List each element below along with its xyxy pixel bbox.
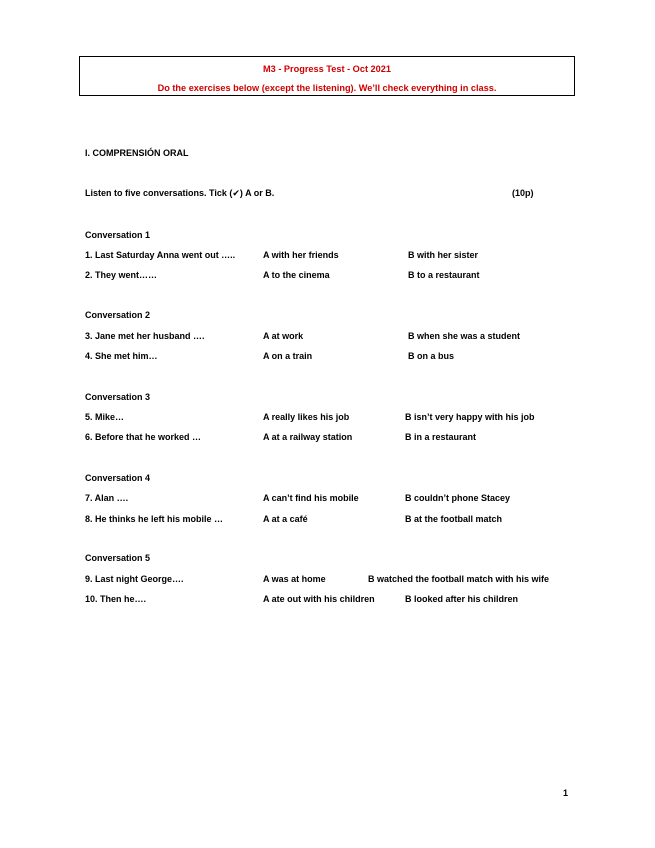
- option-b: B when she was a student: [408, 331, 521, 341]
- question-text: 8. He thinks he left his mobile …: [85, 514, 224, 524]
- question-text: 1. Last Saturday Anna went out …..: [85, 250, 236, 260]
- page-number: 1: [563, 788, 569, 798]
- option-a: A to the cinema: [263, 270, 330, 280]
- option-a: A at a railway station: [263, 432, 353, 442]
- conversation-title: Conversation 3: [85, 392, 151, 402]
- option-b: B isn’t very happy with his job: [405, 412, 535, 422]
- question-text: 9. Last night George….: [85, 574, 184, 584]
- option-a: A at work: [263, 331, 304, 341]
- header-box: [79, 56, 575, 96]
- option-a: A with her friends: [263, 250, 339, 260]
- question-text: 4. She met him…: [85, 351, 158, 361]
- option-a: A on a train: [263, 351, 313, 361]
- option-b: B looked after his children: [405, 594, 519, 604]
- option-b: B couldn’t phone Stacey: [405, 493, 511, 503]
- option-b: B to a restaurant: [408, 270, 480, 280]
- question-text: 5. Mike…: [85, 412, 125, 422]
- option-a: A at a café: [263, 514, 308, 524]
- question-text: 3. Jane met her husband ….: [85, 331, 205, 341]
- task-points: (10p): [512, 188, 534, 198]
- question-text: 6. Before that he worked …: [85, 432, 202, 442]
- test-title: M3 - Progress Test - Oct 2021: [263, 64, 391, 74]
- option-b: B at the football match: [405, 514, 503, 524]
- conversation-title: Conversation 2: [85, 310, 151, 320]
- question-text: 10. Then he….: [85, 594, 147, 604]
- option-b: B with her sister: [408, 250, 479, 260]
- option-b: B watched the football match with his wife: [368, 574, 550, 584]
- tick-mark-icon: ✔: [232, 188, 240, 198]
- option-b: B in a restaurant: [405, 432, 477, 442]
- option-b: B on a bus: [408, 351, 455, 361]
- option-a: A was at home: [263, 574, 326, 584]
- task-instruction: Listen to five conversations. Tick (✔) A or B.: [85, 188, 275, 198]
- section-heading: I. COMPRENSIÓN ORAL: [85, 148, 189, 158]
- conversation-title: Conversation 4: [85, 473, 151, 483]
- option-a: A can’t find his mobile: [263, 493, 359, 503]
- test-instructions: Do the exercises below (except the listening). We’ll check everything in class.: [157, 83, 497, 93]
- conversation-title: Conversation 1: [85, 230, 151, 240]
- conversation-title: Conversation 5: [85, 553, 151, 563]
- question-text: 7. Alan ….: [85, 493, 129, 503]
- option-a: A ate out with his children: [263, 594, 375, 604]
- option-a: A really likes his job: [263, 412, 350, 422]
- question-text: 2. They went……: [85, 270, 158, 280]
